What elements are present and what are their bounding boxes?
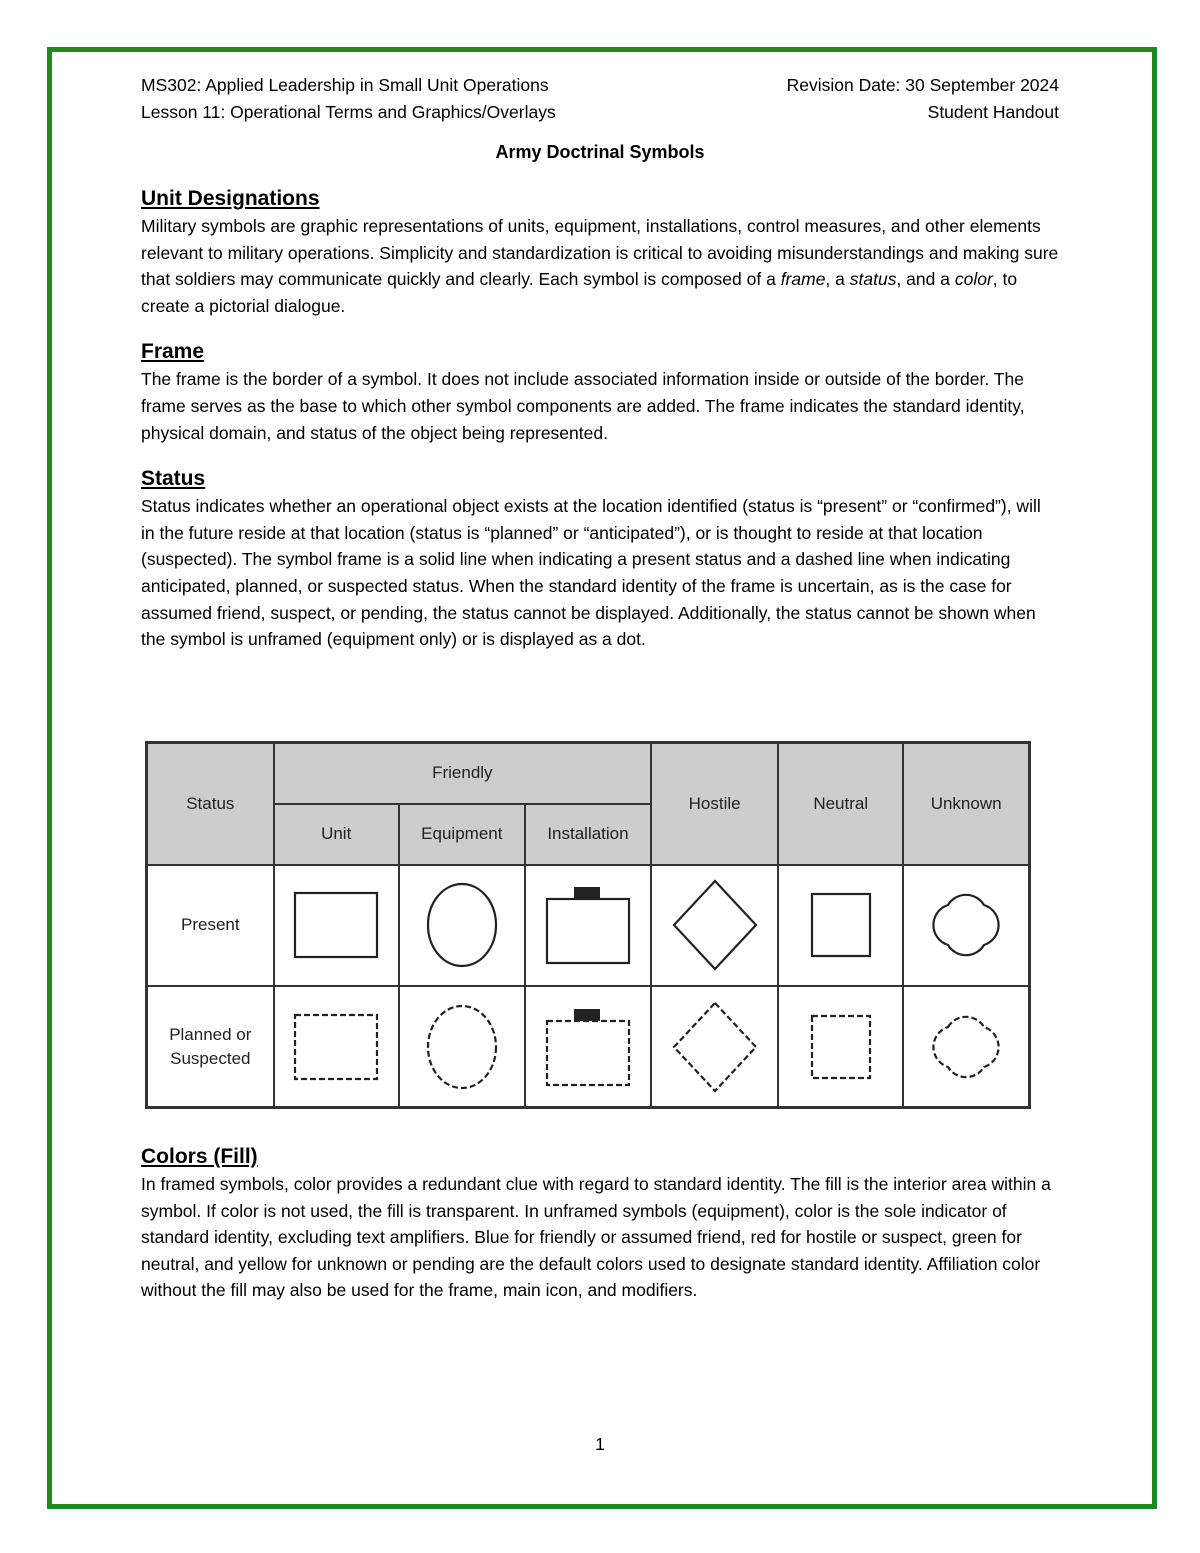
neutral-header: Neutral	[778, 743, 903, 865]
status-section	[141, 465, 1059, 653]
document-body	[141, 72, 1059, 653]
revision-date: Revision Date: 30 September 2024	[786, 75, 1059, 95]
installation-header: Installation	[525, 804, 651, 865]
frame-section	[141, 338, 1059, 446]
equipment-header: Equipment	[399, 804, 525, 865]
unit-header: Unit	[274, 804, 399, 865]
friendly-installation-planned-symbol	[525, 986, 651, 1107]
hostile-planned-symbol	[651, 986, 778, 1107]
friendly-installation-present-symbol	[525, 865, 651, 986]
colors-text: In framed symbols, color provides a redundant clue with regard to standard identity. The fill is the interior area within a symbol. If color is not used, the fill is transparent. In unframed symbols (equipment), color is the sole indicator of standard identity, excluding text amplifiers. Blue for friendly or assumed friend, red for hostile or suspect, green for neutral, and yellow for unknown or pending are the default colors used to designate standard identity. Affiliation color without the fill may also be used for the frame, main icon, and modifiers.	[141, 1174, 1051, 1301]
em-frame: frame	[780, 269, 826, 290]
document-title: Army Doctrinal Symbols	[495, 142, 705, 162]
unknown-planned-symbol	[903, 986, 1029, 1107]
present-row	[147, 865, 1030, 986]
unit-designations-text-a: Military symbols are graphic representations of units, equipment, installations, control measures, and other elements relevant to military operations. Simplicity and standardization is critical to avoiding misunderstandings and making sure that soldiers may communicate quickly and clearly. Each symbol is composed of a	[141, 216, 1059, 290]
frame-text: The frame is the border of a symbol. It does not include associated information inside or outside of the border. The frame serves as the base to which other symbol components are added. The frame indicates the standard identity, physical domain, and status of the object being represented.	[141, 369, 1025, 443]
unit-designations-heading: Unit Designations	[141, 187, 320, 210]
em-status: status	[849, 269, 897, 290]
unit-designations-text-d: , to create a pictorial dialogue.	[141, 269, 1018, 316]
planned-label-line1: Planned or	[169, 1024, 252, 1044]
planned-label-line2: Suspected	[170, 1048, 251, 1068]
friendly-equipment-planned-symbol	[399, 986, 525, 1107]
friendly-unit-present-symbol	[274, 865, 399, 986]
hostile-present-symbol	[651, 865, 778, 986]
friendly-unit-planned-symbol	[274, 986, 399, 1107]
page-header	[141, 72, 1059, 126]
unit-designations-text	[141, 213, 1059, 319]
planned-suspected-label	[147, 986, 274, 1107]
planned-row	[147, 986, 1030, 1107]
friendly-header: Friendly	[274, 743, 651, 804]
colors-section	[141, 1143, 1059, 1304]
status-column-header: Status	[147, 743, 274, 865]
unknown-present-symbol	[903, 865, 1029, 986]
page-number: 1	[595, 1434, 605, 1454]
symbol-table	[145, 741, 1031, 1109]
unit-designations-text-c: , and a	[896, 269, 955, 290]
neutral-planned-symbol	[778, 986, 903, 1107]
unknown-header: Unknown	[903, 743, 1029, 865]
course-title: MS302: Applied Leadership in Small Unit Operations	[141, 75, 549, 95]
hostile-header: Hostile	[651, 743, 778, 865]
lesson-title: Lesson 11: Operational Terms and Graphics/Overlays	[141, 102, 556, 122]
unit-designations-section	[141, 185, 1059, 319]
colors-heading: Colors (Fill)	[141, 1145, 258, 1168]
em-color: color	[954, 269, 993, 290]
status-text: Status indicates whether an operational object exists at the location identified (status is “present” or “confirmed”), will in the future reside at that location (status is “planned” or “anticipated”), or is thought to reside at that location (suspected). The symbol frame is a solid line when indicating a present status and a dashed line when indicating anticipated, planned, or suspected status. When the standard identity of the frame is uncertain, as is the case for assumed friend, suspect, or pending, the status cannot be displayed. Additionally, the status cannot be shown when the symbol is unframed (equipment only) or is displayed as a dot.	[141, 496, 1041, 650]
frame-heading: Frame	[141, 340, 205, 364]
handout-label: Student Handout	[927, 102, 1059, 122]
present-label: Present	[147, 865, 274, 986]
unit-designations-text-b: , a	[825, 269, 850, 290]
friendly-equipment-present-symbol	[399, 865, 525, 986]
neutral-present-symbol	[778, 865, 903, 986]
status-heading: Status	[141, 467, 206, 491]
